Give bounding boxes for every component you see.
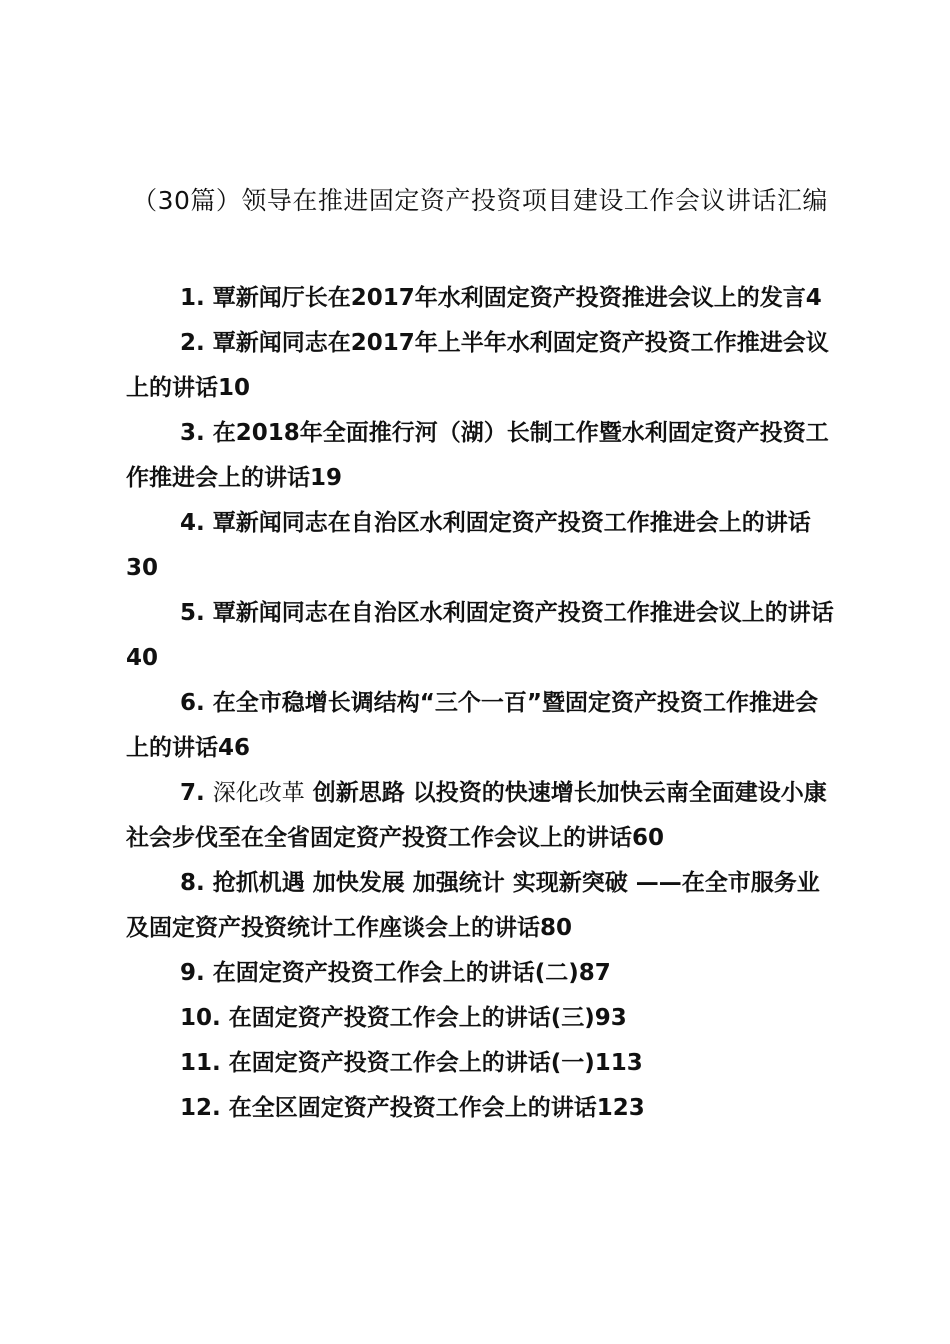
toc-item-text: 覃新闻同志在自治区水利固定资产投资工作推进会上的讲话30 [126,510,811,581]
toc-item-text: 在2018年全面推行河（湖）长制工作暨水利固定资产投资工作推进会上的讲话19 [126,420,829,491]
toc-item-text: 在固定资产投资工作会上的讲话(三)93 [228,1005,627,1031]
toc-item-lead-text: 深化改革 [212,780,305,806]
toc-item[interactable] [126,411,836,501]
toc-item-text: 覃新闻同志在自治区水利固定资产投资工作推进会议上的讲话40 [126,600,834,671]
toc-item-text: 在全区固定资产投资工作会上的讲话123 [228,1095,645,1121]
toc-item-text: 在固定资产投资工作会上的讲话(一)113 [228,1050,643,1076]
toc-item-number: 9. [180,960,205,986]
toc-item-number: 7. [180,780,205,806]
table-of-contents [126,276,836,1131]
toc-item[interactable] [126,996,836,1041]
toc-item[interactable] [126,501,836,591]
toc-item-number: 12. [180,1095,221,1121]
toc-item-text: 抢抓机遇 加快发展 加强统计 实现新突破 ——在全市服务业及固定资产投资统计工作座谈会上的讲话80 [126,870,820,941]
toc-item-number: 10. [180,1005,221,1031]
toc-item-number: 5. [180,600,205,626]
toc-item[interactable] [126,681,836,771]
toc-item[interactable] [126,951,836,996]
toc-item-text: 创新思路 以投资的快速增长加快云南全面建设小康社会步伐至在全省固定资产投资工作会议上的讲话60 [126,780,827,851]
toc-item-number: 8. [180,870,205,896]
toc-item-number: 3. [180,420,205,446]
toc-item-number: 2. [180,330,205,356]
toc-item-text: 在固定资产投资工作会上的讲话(二)87 [212,960,611,986]
document-title: （30篇）领导在推进固定资产投资项目建设工作会议讲话汇编 [132,186,828,215]
toc-item-number: 4. [180,510,205,536]
toc-item[interactable] [126,771,836,861]
toc-item-text: 在全市稳增长调结构“三个一百”暨固定资产投资工作推进会上的讲话46 [126,690,818,761]
toc-item[interactable] [126,321,836,411]
toc-item[interactable] [126,276,836,321]
toc-item[interactable] [126,861,836,951]
toc-item[interactable] [126,1086,836,1131]
toc-item-number: 6. [180,690,205,716]
toc-item-text: 覃新闻同志在2017年上半年水利固定资产投资工作推进会议上的讲话10 [126,330,829,401]
toc-item-number: 11. [180,1050,221,1076]
toc-item-text: 覃新闻厅长在2017年水利固定资产投资推进会议上的发言4 [212,285,822,311]
toc-item[interactable] [126,1041,836,1086]
toc-item[interactable] [126,591,836,681]
toc-item-number: 1. [180,285,205,311]
